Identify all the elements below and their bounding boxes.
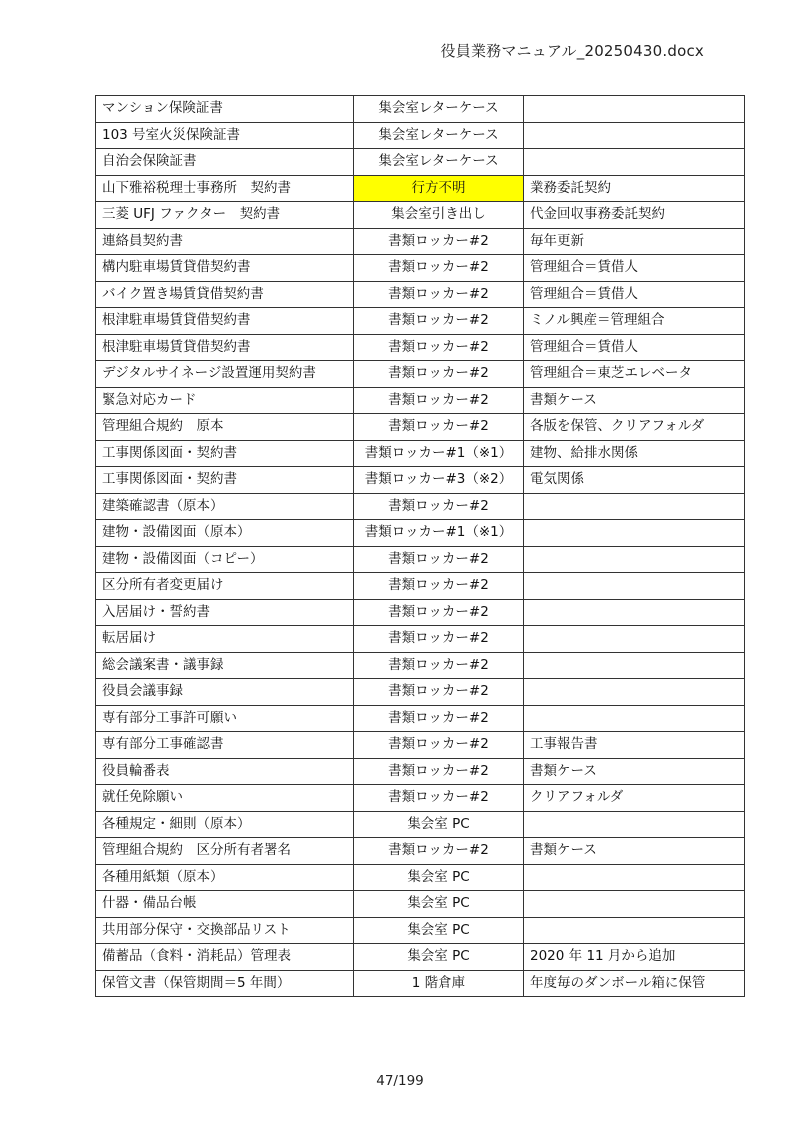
document-name-cell: 建築確認書（原本） (96, 493, 354, 520)
note-cell: 書類ケース (524, 758, 745, 785)
storage-location-cell: 集会室引き出し (354, 202, 524, 229)
document-name-cell: 構内駐車場賃貸借契約書 (96, 255, 354, 282)
document-name-cell: 共用部分保守・交換部品リスト (96, 917, 354, 944)
document-storage-table (95, 95, 745, 997)
storage-location-cell: 書類ロッカー#2 (354, 281, 524, 308)
storage-location-cell: 書類ロッカー#2 (354, 387, 524, 414)
table-row (96, 122, 745, 149)
note-cell: 年度毎のダンボール箱に保管 (524, 970, 745, 997)
table-row (96, 679, 745, 706)
note-cell (524, 679, 745, 706)
storage-location-cell: 書類ロッカー#2 (354, 308, 524, 335)
note-cell: ミノル興産＝管理組合 (524, 308, 745, 335)
note-cell (524, 520, 745, 547)
note-cell (524, 891, 745, 918)
storage-location-cell: 集会室 PC (354, 944, 524, 971)
note-cell (524, 96, 745, 123)
storage-location-cell: 書類ロッカー#2 (354, 228, 524, 255)
document-name-cell: 保管文書（保管期間＝5 年間） (96, 970, 354, 997)
table-row (96, 732, 745, 759)
table-row (96, 520, 745, 547)
document-name-cell: 役員会議事録 (96, 679, 354, 706)
table-row (96, 149, 745, 176)
storage-location-cell: 書類ロッカー#2 (354, 493, 524, 520)
table-row (96, 361, 745, 388)
table-row (96, 838, 745, 865)
storage-location-cell: 書類ロッカー#2 (354, 785, 524, 812)
storage-location-cell: 書類ロッカー#2 (354, 652, 524, 679)
storage-location-cell: 書類ロッカー#1（※1） (354, 440, 524, 467)
table-row (96, 493, 745, 520)
document-name-cell: 役員輪番表 (96, 758, 354, 785)
storage-location-cell: 行方不明 (354, 175, 524, 202)
table-row (96, 414, 745, 441)
table-row (96, 440, 745, 467)
table-row (96, 626, 745, 653)
document-name-cell: 連絡員契約書 (96, 228, 354, 255)
note-cell (524, 573, 745, 600)
storage-location-cell: 書類ロッカー#2 (354, 361, 524, 388)
storage-location-cell: 1 階倉庫 (354, 970, 524, 997)
note-cell: 工事報告書 (524, 732, 745, 759)
document-name-cell: 建物・設備図面（コピー） (96, 546, 354, 573)
note-cell: クリアフォルダ (524, 785, 745, 812)
note-cell: 管理組合＝賃借人 (524, 255, 745, 282)
document-name-cell: 転居届け (96, 626, 354, 653)
table-row (96, 652, 745, 679)
table-row (96, 758, 745, 785)
document-name-cell: 総会議案書・議事録 (96, 652, 354, 679)
table-row (96, 864, 745, 891)
storage-location-cell: 集会室 PC (354, 917, 524, 944)
table-row (96, 255, 745, 282)
note-cell (524, 493, 745, 520)
document-name-cell: 入居届け・誓約書 (96, 599, 354, 626)
table-row (96, 599, 745, 626)
document-name-cell: 専有部分工事確認書 (96, 732, 354, 759)
storage-location-cell: 書類ロッカー#2 (354, 758, 524, 785)
table-row (96, 387, 745, 414)
note-cell: 2020 年 11 月から追加 (524, 944, 745, 971)
document-name-cell: 什器・備品台帳 (96, 891, 354, 918)
note-cell: 毎年更新 (524, 228, 745, 255)
storage-location-cell: 書類ロッカー#2 (354, 705, 524, 732)
storage-location-cell: 書類ロッカー#2 (354, 838, 524, 865)
note-cell: 管理組合＝東芝エレベータ (524, 361, 745, 388)
storage-location-cell: 集会室 PC (354, 864, 524, 891)
storage-location-cell: 集会室 PC (354, 891, 524, 918)
note-cell (524, 652, 745, 679)
note-cell: 電気関係 (524, 467, 745, 494)
storage-location-cell: 集会室レターケース (354, 96, 524, 123)
storage-location-cell: 集会室 PC (354, 811, 524, 838)
storage-location-cell: 書類ロッカー#2 (354, 573, 524, 600)
storage-location-cell: 書類ロッカー#2 (354, 334, 524, 361)
table-row (96, 308, 745, 335)
document-name-cell: 各種規定・細則（原本） (96, 811, 354, 838)
note-cell: 書類ケース (524, 387, 745, 414)
storage-location-cell: 書類ロッカー#2 (354, 599, 524, 626)
document-name-cell: 根津駐車場賃貸借契約書 (96, 308, 354, 335)
table-row (96, 917, 745, 944)
table-row (96, 202, 745, 229)
document-name-cell: 専有部分工事許可願い (96, 705, 354, 732)
note-cell: 業務委託契約 (524, 175, 745, 202)
note-cell (524, 149, 745, 176)
page-number: 47/199 (376, 1073, 424, 1089)
table-row (96, 970, 745, 997)
table-row (96, 546, 745, 573)
storage-location-cell: 書類ロッカー#2 (354, 732, 524, 759)
document-name-cell: 103 号室火災保険証書 (96, 122, 354, 149)
document-name-cell: 山下雅裕税理士事務所 契約書 (96, 175, 354, 202)
document-name-cell: マンション保険証書 (96, 96, 354, 123)
note-cell: 各版を保管、クリアフォルダ (524, 414, 745, 441)
table-row (96, 705, 745, 732)
table-row (96, 891, 745, 918)
note-cell (524, 626, 745, 653)
storage-location-cell: 集会室レターケース (354, 122, 524, 149)
document-name-cell: 工事関係図面・契約書 (96, 440, 354, 467)
document-name-cell: バイク置き場賃貸借契約書 (96, 281, 354, 308)
storage-location-cell: 書類ロッカー#2 (354, 414, 524, 441)
note-cell (524, 599, 745, 626)
document-name-cell: 自治会保険証書 (96, 149, 354, 176)
table-row (96, 785, 745, 812)
table-row (96, 228, 745, 255)
note-cell: 管理組合＝賃借人 (524, 281, 745, 308)
table-row (96, 334, 745, 361)
note-cell: 代金回収事務委託契約 (524, 202, 745, 229)
document-name-cell: 三菱 UFJ ファクター 契約書 (96, 202, 354, 229)
note-cell: 管理組合＝賃借人 (524, 334, 745, 361)
note-cell: 建物、給排水関係 (524, 440, 745, 467)
storage-location-cell: 書類ロッカー#2 (354, 255, 524, 282)
document-name-cell: 就任免除願い (96, 785, 354, 812)
document-name-cell: 根津駐車場賃貸借契約書 (96, 334, 354, 361)
document-name-cell: 管理組合規約 区分所有者署名 (96, 838, 354, 865)
note-cell: 書類ケース (524, 838, 745, 865)
table-row (96, 96, 745, 123)
document-name-cell: 工事関係図面・契約書 (96, 467, 354, 494)
storage-location-cell: 書類ロッカー#2 (354, 679, 524, 706)
table-row (96, 811, 745, 838)
table-row (96, 175, 745, 202)
storage-location-cell: 書類ロッカー#1（※1） (354, 520, 524, 547)
table-body (96, 96, 745, 997)
storage-location-cell: 集会室レターケース (354, 149, 524, 176)
document-name-cell: 管理組合規約 原本 (96, 414, 354, 441)
document-name-cell: デジタルサイネージ設置運用契約書 (96, 361, 354, 388)
storage-location-cell: 書類ロッカー#2 (354, 546, 524, 573)
document-name-cell: 緊急対応カード (96, 387, 354, 414)
table-row (96, 281, 745, 308)
table-row (96, 467, 745, 494)
note-cell (524, 705, 745, 732)
document-filename: 役員業務マニュアル_20250430.docx (440, 42, 704, 60)
note-cell (524, 917, 745, 944)
table-row (96, 573, 745, 600)
document-name-cell: 区分所有者変更届け (96, 573, 354, 600)
storage-location-cell: 書類ロッカー#3（※2） (354, 467, 524, 494)
document-name-cell: 備蓄品（食料・消耗品）管理表 (96, 944, 354, 971)
document-name-cell: 建物・設備図面（原本） (96, 520, 354, 547)
table-row (96, 944, 745, 971)
note-cell (524, 811, 745, 838)
storage-location-cell: 書類ロッカー#2 (354, 626, 524, 653)
note-cell (524, 546, 745, 573)
note-cell (524, 864, 745, 891)
document-name-cell: 各種用紙類（原本） (96, 864, 354, 891)
note-cell (524, 122, 745, 149)
